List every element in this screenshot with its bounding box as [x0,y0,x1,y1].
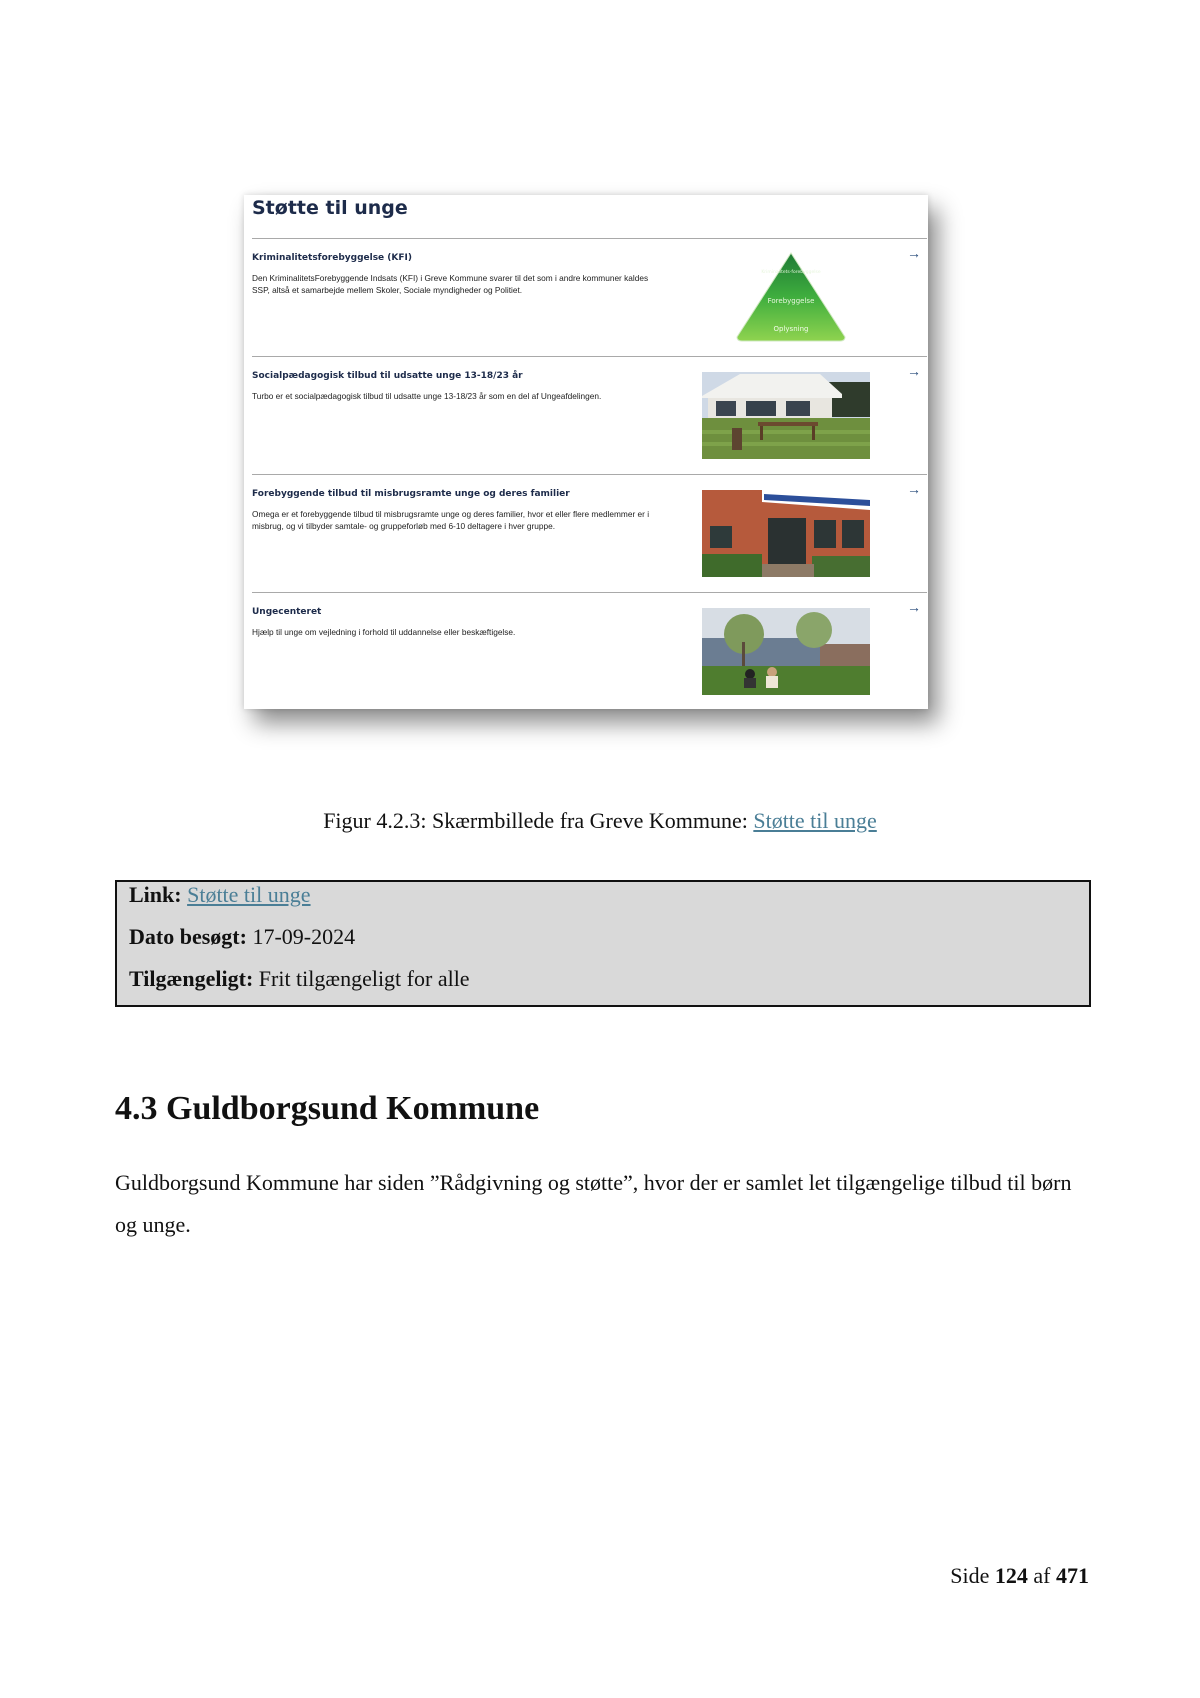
page-of: af [1033,1563,1051,1588]
arrow-right-icon[interactable]: → [907,481,921,497]
source-info-box [115,880,1091,1007]
house-lawn-photo [702,372,870,459]
arrow-right-icon[interactable]: → [907,363,921,379]
page-number [950,1563,1089,1589]
date-line [129,924,355,950]
list-item[interactable] [252,356,927,475]
page-prefix: Side [950,1563,990,1588]
access-line [129,966,470,992]
screenshot-title: Støtte til unge [252,197,408,219]
access-value: Frit tilgængeligt for alle [258,966,470,991]
figure-caption [0,808,1200,834]
brick-building-photo [702,490,870,577]
list-item[interactable] [252,238,927,357]
source-link[interactable]: Støtte til unge [187,882,311,907]
row-title: Socialpædagogisk tilbud til udsatte unge 13-18/23 år [252,371,523,381]
list-item[interactable] [252,474,927,593]
people-on-lawn-photo [702,608,870,695]
list-item[interactable] [252,592,927,711]
arrow-right-icon[interactable]: → [907,599,921,615]
date-label: Dato besøgt: [129,924,247,949]
row-title: Kriminalitetsforebyggelse (KFI) [252,253,412,263]
embedded-screenshot [244,195,928,709]
pyramid-bottom-label: Oplysning [773,325,809,333]
row-description: Omega er et forebyggende tilbud til misbrugsramte unge og deres familier, hvor et eller flere medlemmer er i misbrug, og vi tilbyder samtale- og gruppeforløb med 6-10 deltagere i hver gruppe. [252,509,650,531]
link-label: Link: [129,882,182,907]
row-description: Turbo er et socialpædagogisk tilbud til udsatte unge 13-18/23 år som en del af Ungeafdelingen. [252,391,602,401]
current-page: 124 [994,1563,1028,1588]
pyramid-graphic [735,251,847,343]
row-title: Forebyggende tilbud til misbrugsramte unge og deres familier [252,489,570,499]
row-title: Ungecenteret [252,607,322,617]
access-label: Tilgængeligt: [129,966,254,991]
body-paragraph: Guldborgsund Kommune har siden ”Rådgivning og støtte”, hvor der er samlet let tilgængelige tilbud til børn og unge. [115,1170,1072,1237]
caption-link[interactable]: Støtte til unge [753,808,877,833]
caption-text: Figur 4.2.3: Skærmbillede fra Greve Kommune: [323,808,754,833]
link-line [129,882,311,908]
pyramid-top-label: Kriminalitets-forebyggelse [761,270,821,275]
total-pages: 471 [1056,1563,1089,1588]
row-description: Hjælp til unge om vejledning i forhold til uddannelse eller beskæftigelse. [252,627,516,637]
date-value: 17-09-2024 [252,924,356,949]
section-heading: 4.3 Guldborgsund Kommune [115,1090,540,1127]
row-description: Den KriminalitetsForebyggende Indsats (KFI) i Greve Kommune svarer til det som i andre kommuner kaldes SSP, altså et samarbejde mellem Skoler, Sociale myndigheder og Politiet. [252,273,649,295]
pyramid-middle-label: Forebyggelse [767,297,815,305]
arrow-right-icon[interactable]: → [907,245,921,261]
